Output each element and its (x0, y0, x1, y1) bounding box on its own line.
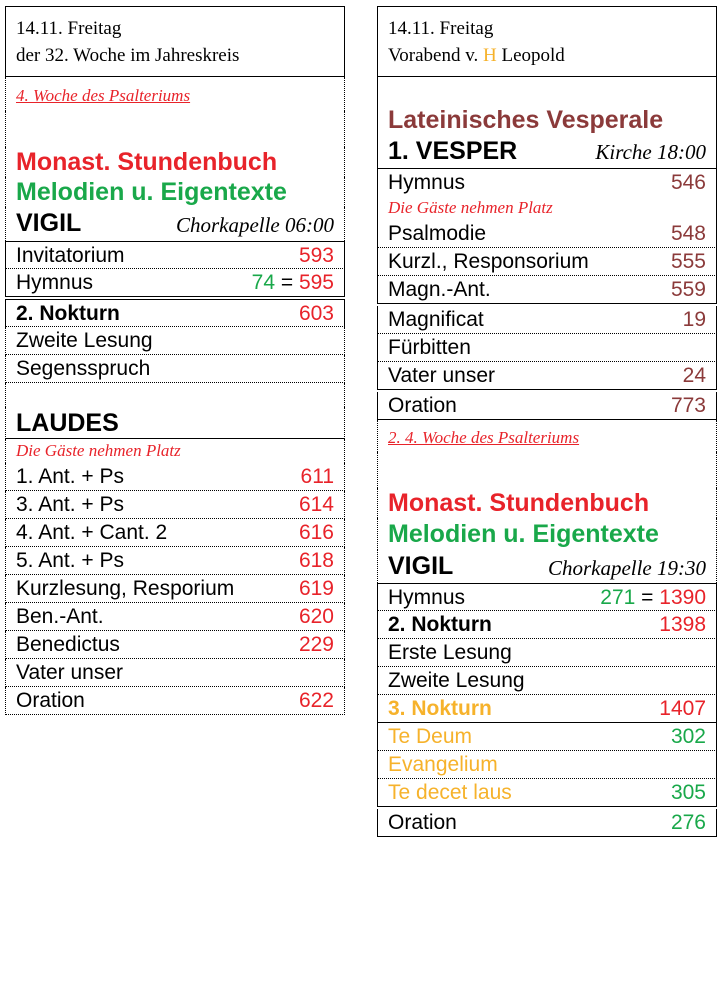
row-label: 3. Nokturn (388, 697, 492, 720)
right-schedule-column (377, 6, 717, 837)
row-page-number: 593 (298, 244, 334, 267)
date-sub-prefix: Vorabend v. (388, 45, 483, 66)
right-book1: Monast. Stundenbuch (377, 488, 717, 518)
left-date-subtitle: der 32. Woche im Jahreskreis (16, 45, 240, 66)
row-label: Vater unser (388, 364, 495, 387)
row-label: Kurzlesung, Resporium (16, 577, 235, 600)
left-row-zweite-lesung (5, 327, 345, 355)
row-page-number: 548 (670, 222, 706, 245)
right-date-header (377, 6, 717, 77)
right-row-te-deum (377, 723, 717, 751)
right-row-hymnus2 (377, 583, 717, 611)
row-page-number: 555 (670, 250, 706, 273)
right-psalter-note-row (377, 420, 717, 452)
right-date: 14.11. Freitag (388, 18, 494, 39)
row-label: Invitatorium (16, 244, 125, 267)
right-row-oration2 (377, 809, 717, 837)
row-page-number: 229 (298, 633, 334, 656)
right-psalter-note: 2. 4. Woche des Psalteriums (388, 428, 580, 447)
row-label: 2. Nokturn (16, 302, 120, 325)
left-laudes-row (5, 603, 345, 631)
right-row-magn-ant (377, 276, 717, 304)
right-book2: Melodien u. Eigentexte (377, 518, 717, 550)
row-page-number: 305 (670, 781, 706, 804)
row-label: Magn.-Ant. (388, 278, 491, 301)
row-label: Te decet laus (388, 781, 512, 804)
equals-sign: = (641, 586, 654, 609)
left-laudes-row (5, 547, 345, 575)
left-row-nokturn2 (5, 299, 345, 327)
date-sub-h: H (482, 45, 497, 66)
left-laudes-heading (5, 407, 345, 439)
left-laudes-row (5, 631, 345, 659)
left-psalter-note: 4. Woche des Psalteriums (16, 86, 191, 105)
left-laudes-row (5, 575, 345, 603)
row-label: 3. Ant. + Ps (16, 493, 124, 516)
row-label: Evangelium (388, 753, 498, 776)
right-row-te-decet (377, 779, 717, 807)
left-date: 14.11. Freitag (16, 18, 122, 39)
left-psalter-note-row (5, 77, 345, 111)
row-page-number: 620 (298, 605, 334, 628)
right-row-nokturn3 (377, 695, 717, 723)
row-label: Oration (16, 689, 85, 712)
row-label: Segensspruch (16, 357, 151, 380)
row-page-number: 622 (298, 689, 334, 712)
right-guest-note-row (377, 196, 717, 220)
left-spacer (5, 111, 345, 147)
left-vigil-title: VIGIL (16, 209, 82, 237)
row-page-number: 559 (670, 278, 706, 301)
right-spacer (377, 452, 717, 488)
row-page-number: 19 (682, 308, 706, 331)
left-spacer (5, 383, 345, 407)
left-vigil-location: Chorkapelle 06:00 (175, 213, 334, 237)
row-label: 1. Ant. + Ps (16, 465, 124, 488)
left-laudes-title: LAUDES (16, 409, 119, 437)
left-row-invitatorium (5, 241, 345, 269)
row-page-number: 1398 (659, 613, 706, 636)
right-row-nokturn2 (377, 611, 717, 639)
row-label: Oration (388, 811, 457, 834)
row-page-number: 619 (298, 577, 334, 600)
row-label: 4. Ant. + Cant. 2 (16, 521, 168, 544)
row-label: 2. Nokturn (388, 613, 492, 636)
left-guest-note-row (5, 439, 345, 463)
right-row-erste-lesung (377, 639, 717, 667)
row-page-number: 546 (670, 171, 706, 194)
hymnus-page-a: 74 (251, 271, 275, 294)
right-row-psalmodie (377, 220, 717, 248)
left-laudes-row (5, 687, 345, 715)
right-spacer (377, 77, 717, 104)
left-row-hymnus (5, 269, 345, 297)
left-laudes-row (5, 491, 345, 519)
row-page-number: 1407 (659, 697, 706, 720)
right-row-vater-unser (377, 362, 717, 390)
row-label: Vater unser (16, 661, 123, 684)
left-laudes-row (5, 659, 345, 687)
hymnus-page-b: 1390 (659, 586, 706, 609)
right-vigil-title: VIGIL (388, 552, 454, 580)
left-schedule-column (5, 6, 345, 715)
row-label: Psalmodie (388, 222, 487, 245)
row-label: Fürbitten (388, 336, 471, 359)
row-page-numbers (600, 584, 706, 612)
row-label: Oration (388, 394, 457, 417)
right-vigil-heading (377, 550, 717, 583)
row-page-number: 614 (298, 493, 334, 516)
row-label: Hymnus (16, 271, 94, 294)
left-book2: Melodien u. Eigentexte (5, 177, 345, 207)
date-sub-suffix: Leopold (496, 45, 565, 66)
right-row-magnificat (377, 306, 717, 334)
row-label: Hymnus (388, 586, 466, 609)
left-date-header (5, 6, 345, 77)
row-page-number: 24 (682, 364, 706, 387)
right-row-hymnus (377, 168, 717, 196)
row-label: Magnificat (388, 308, 484, 331)
right-row-kurzl (377, 248, 717, 276)
row-label: Kurzl., Responsorium (388, 250, 589, 273)
left-vigil-heading (5, 207, 345, 241)
row-label: Hymnus (388, 171, 466, 194)
row-label: Te Deum (388, 725, 473, 748)
right-row-evangelium (377, 751, 717, 779)
row-page-number: 773 (670, 394, 706, 417)
row-label: Erste Lesung (388, 641, 512, 664)
row-page-number: 276 (670, 811, 706, 834)
row-label: Zweite Lesung (388, 669, 525, 692)
equals-sign: = (280, 271, 294, 294)
right-guest-note: Die Gäste nehmen Platz (388, 198, 553, 217)
hymnus-page-b: 595 (298, 271, 334, 294)
row-label: Benedictus (16, 633, 120, 656)
row-page-numbers (252, 269, 334, 297)
right-vesper-location: Kirche 18:00 (595, 140, 706, 164)
right-vigil-location: Chorkapelle 19:30 (547, 556, 706, 580)
right-row-oration1 (377, 392, 717, 420)
left-book1: Monast. Stundenbuch (5, 147, 345, 177)
right-vesper-heading (377, 136, 717, 168)
row-label: 5. Ant. + Ps (16, 549, 124, 572)
row-label: Zweite Lesung (16, 329, 153, 352)
left-laudes-row (5, 463, 345, 491)
right-date-subtitle (388, 42, 706, 69)
right-vesper-title: 1. VESPER (388, 137, 518, 165)
left-laudes-row (5, 519, 345, 547)
hymnus-page-a: 271 (600, 586, 636, 609)
row-page-number: 616 (298, 521, 334, 544)
left-guest-note: Die Gäste nehmen Platz (16, 441, 181, 460)
row-page-number: 618 (298, 549, 334, 572)
row-label: Ben.-Ant. (16, 605, 104, 628)
row-page-number: 603 (298, 302, 334, 325)
row-page-number: 302 (670, 725, 706, 748)
right-vesperale-title: Lateinisches Vesperale (377, 104, 717, 136)
right-row-fuerbitten (377, 334, 717, 362)
left-row-segensspruch (5, 355, 345, 383)
right-row-zweite-lesung (377, 667, 717, 695)
row-page-number: 611 (300, 465, 334, 488)
